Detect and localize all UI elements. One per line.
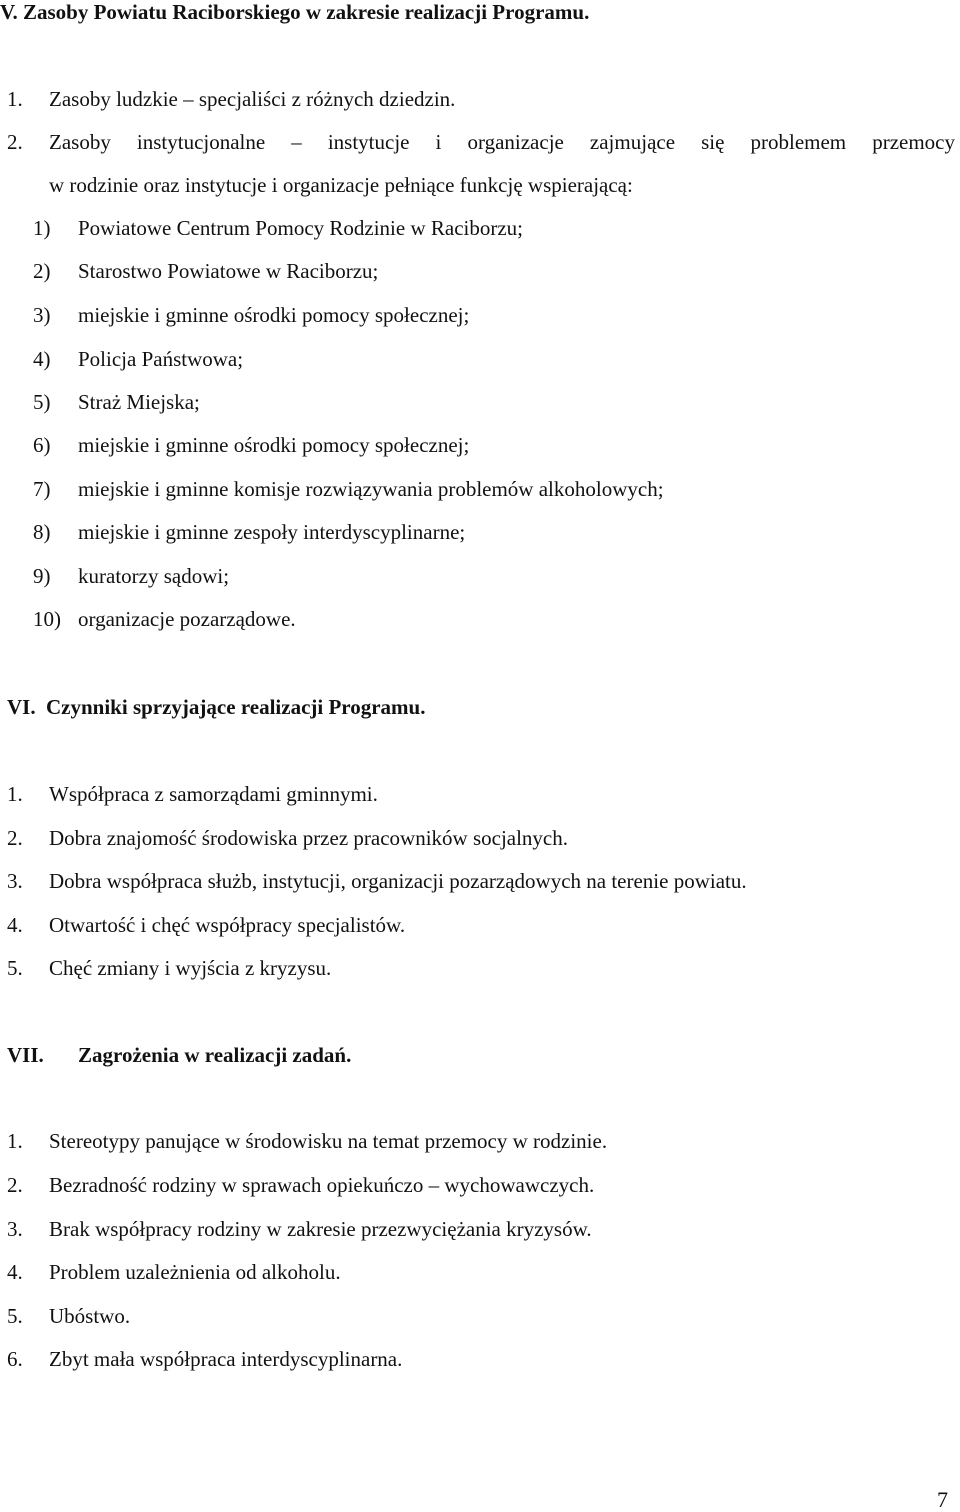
- sub-item-text: Starostwo Powiatowe w Raciborzu;: [78, 259, 379, 283]
- item-number: 3.: [7, 1217, 23, 1241]
- sub-item-text: miejskie i gminne zespoły interdyscyplinarne;: [78, 520, 466, 544]
- sub-item-number: 8): [33, 520, 51, 544]
- item-text: Zasoby instytucjonalne – instytucje i organizacje zajmujące się problemem przemocy: [49, 130, 955, 154]
- item-number: 2.: [7, 1173, 23, 1197]
- item-text: Brak współpracy rodziny w zakresie przezwyciężania kryzysów.: [49, 1217, 592, 1241]
- section-5-heading: V. Zasoby Powiatu Raciborskiego w zakresie realizacji Programu.: [0, 0, 590, 24]
- sub-item-text: miejskie i gminne komisje rozwiązywania problemów alkoholowych;: [78, 477, 664, 501]
- item-number: 3.: [7, 869, 23, 893]
- item-number: 1.: [7, 87, 23, 111]
- item-text: Stereotypy panujące w środowisku na temat przemocy w rodzinie.: [49, 1129, 608, 1153]
- item-number: 1.: [7, 1129, 23, 1153]
- item-text: Współpraca z samorządami gminnymi.: [49, 782, 378, 806]
- item-number: 2.: [7, 130, 23, 154]
- item-text: Problem uzależnienia od alkoholu.: [49, 1260, 341, 1284]
- item-text-continuation: w rodzinie oraz instytucje i organizacje pełniące funkcję wspierającą:: [49, 173, 633, 197]
- item-text: Zasoby ludzkie – specjaliści z różnych dziedzin.: [49, 87, 456, 111]
- item-number: 5.: [7, 956, 23, 980]
- item-number: 2.: [7, 826, 23, 850]
- sub-item-number: 10): [33, 607, 61, 631]
- sub-item-text: Powiatowe Centrum Pomocy Rodzinie w Raciborzu;: [78, 216, 524, 240]
- item-text: Otwartość i chęć współpracy specjalistów.: [49, 913, 406, 937]
- item-text: Chęć zmiany i wyjścia z kryzysu.: [49, 956, 332, 980]
- item-number: 4.: [7, 913, 23, 937]
- sub-item-number: 7): [33, 477, 51, 501]
- sub-item-number: 3): [33, 303, 51, 327]
- sub-item-number: 5): [33, 390, 51, 414]
- section-title: Czynniki sprzyjające realizacji Programu.: [46, 695, 426, 719]
- sub-item-number: 4): [33, 347, 51, 371]
- sub-item-text: miejskie i gminne ośrodki pomocy społecznej;: [78, 303, 470, 327]
- sub-item-text: kuratorzy sądowi;: [78, 564, 230, 588]
- sub-item-text: organizacje pozarządowe.: [78, 607, 296, 631]
- section-number: VII.: [7, 1043, 44, 1067]
- sub-item-number: 1): [33, 216, 51, 240]
- sub-item-number: 6): [33, 433, 51, 457]
- sub-item-text: Policja Państwowa;: [78, 347, 244, 371]
- item-number: 4.: [7, 1260, 23, 1284]
- sub-item-text: Straż Miejska;: [78, 390, 200, 414]
- item-number: 6.: [7, 1347, 23, 1371]
- section-number: VI.: [7, 695, 36, 719]
- item-number: 1.: [7, 782, 23, 806]
- section-title: Zagrożenia w realizacji zadań.: [78, 1043, 352, 1067]
- item-text: Bezradność rodziny w sprawach opiekuńczo – wychowawczych.: [49, 1173, 595, 1197]
- item-text: Dobra współpraca służb, instytucji, organizacji pozarządowych na terenie powiatu.: [49, 869, 747, 893]
- sub-item-text: miejskie i gminne ośrodki pomocy społecznej;: [78, 433, 470, 457]
- sub-item-number: 9): [33, 564, 51, 588]
- item-text: Zbyt mała współpraca interdyscyplinarna.: [49, 1347, 403, 1371]
- item-number: 5.: [7, 1304, 23, 1328]
- sub-item-number: 2): [33, 259, 51, 283]
- item-text: Ubóstwo.: [49, 1304, 131, 1328]
- page-number: 7: [937, 1487, 948, 1512]
- item-text: Dobra znajomość środowiska przez pracowników socjalnych.: [49, 826, 569, 850]
